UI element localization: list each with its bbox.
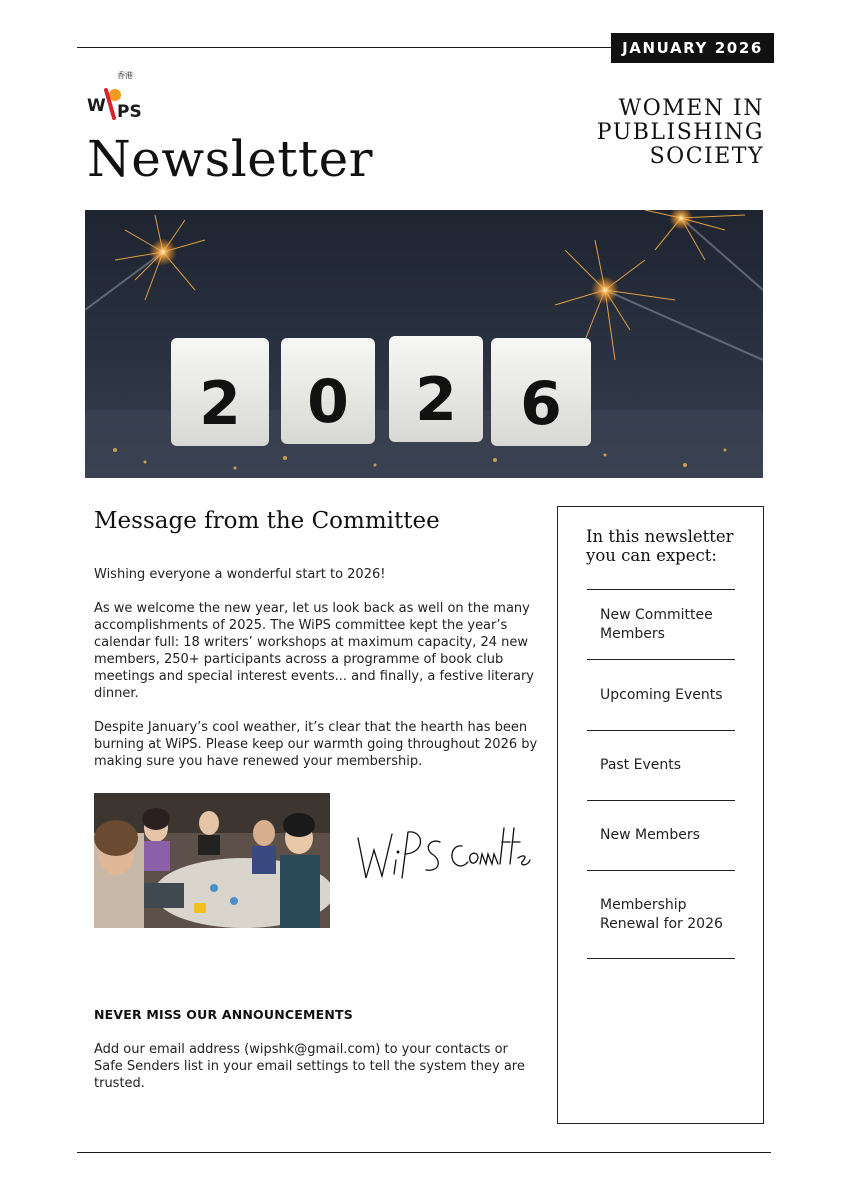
new-year-dice-photo	[85, 210, 763, 478]
wips-logo-mark	[86, 68, 146, 124]
die-digit-4: 6	[520, 369, 562, 439]
signature-handwriting	[352, 820, 532, 890]
top-divider	[77, 47, 617, 48]
message-body	[94, 566, 539, 787]
society-line-3: SOCIETY	[649, 144, 764, 169]
committee-signature	[352, 820, 532, 890]
table-of-contents	[557, 506, 764, 1124]
message-paragraph-1: Wishing everyone a wonderful start to 2026!	[94, 567, 386, 582]
die-digit-2: 0	[307, 367, 349, 437]
toc-list	[587, 589, 735, 959]
toc-item-new-members[interactable]: New Members	[587, 800, 735, 870]
society-name	[597, 97, 764, 169]
announcements-body: Add our email address (wipshk@gmail.com) to your contacts or Safe Senders list in your email settings to tell the system they are trusted.	[94, 1042, 525, 1091]
die-digit-1: 2	[199, 369, 241, 439]
toc-item-membership-renewal[interactable]: Membership Renewal for 2026	[587, 870, 735, 959]
svg-text:W: W	[87, 96, 106, 116]
committee-photo	[94, 793, 330, 928]
svg-text:PS: PS	[117, 102, 142, 122]
die-digit-3: 2	[415, 365, 457, 435]
newsletter-title: Newsletter	[87, 130, 374, 188]
toc-item-upcoming-events[interactable]: Upcoming Events	[587, 659, 735, 730]
toc-heading: In this newsletter you can expect:	[586, 527, 734, 565]
committee-group-photo	[94, 793, 330, 928]
toc-item-new-committee-members[interactable]: New Committee Members	[587, 589, 735, 659]
wips-logo[interactable]	[86, 68, 146, 124]
society-line-1: WOMEN IN	[618, 96, 764, 121]
message-paragraph-3: Despite January’s cool weather, it’s clear that the hearth has been burning at WiPS. Please keep our warmth going throughout 2026 by making sure you have renewed your membership.	[94, 720, 538, 769]
society-line-2: PUBLISHING	[596, 120, 764, 145]
svg-text:香港: 香港	[117, 71, 133, 80]
message-paragraph-2: As we welcome the new year, let us look back as well on the many accomplishments of 2025. The WiPS committee kept the year’s calendar full: 18 writers’ workshops at maximum capacity, 24 new members, 250+ participants across a programme of book club meetings and special interest events... and finally, a festive literary dinner.	[94, 601, 534, 701]
announcements-heading: NEVER MISS OUR ANNOUNCEMENTS	[94, 1007, 353, 1022]
bottom-divider	[77, 1152, 771, 1153]
issue-date-badge: JANUARY 2026	[611, 33, 774, 63]
message-heading: Message from the Committee	[94, 508, 440, 534]
hero-image	[85, 210, 763, 478]
toc-item-past-events[interactable]: Past Events	[587, 730, 735, 800]
